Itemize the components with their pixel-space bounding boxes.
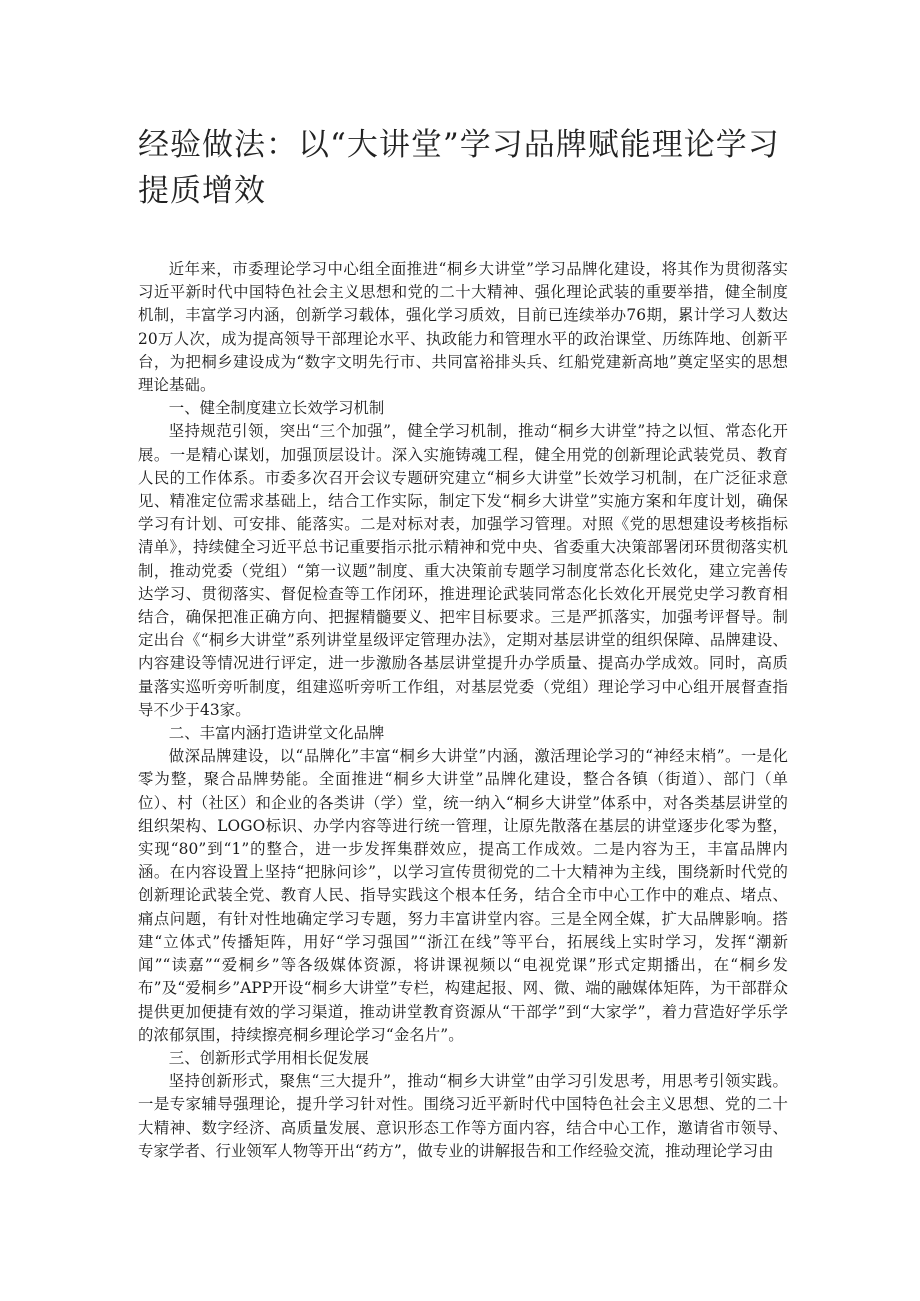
- section-paragraph-1: 坚持规范引领，突出“三个加强”，健全学习机制，推动“桐乡大讲堂”持之以恒、常态化开展。一是精心谋划，加强顶层设计。深入实施铸魂工程，健全用党的创新理论武装党员、教育人民的工作体系。市委多次召开会议专题研究建立“桐乡大讲堂”长效学习机制，在广泛征求意见、精准定位需求基础上，结合工作实际，制定下发“桐乡大讲堂”实施方案和年度计划，确保学习有计划、可安排、能落实。二是对标对表，加强学习管理。对照《党的思想建设考核指标清单》，持续健全习近平总书记重要指示批示精神和党中央、省委重大决策部署闭环贯彻落实机制，推动党委（党组）“第一议题”制度、重大决策前专题学习制度常态化长效化，建立完善传达学习、贯彻落实、督促检查等工作闭环，推进理论武装同常态化长效化开展党史学习教育相结合，确保把准正确方向、把握精髓要义、把牢目标要求。三是严抓落实，加强考评督导。制定出台《“桐乡大讲堂”系列讲堂星级评定管理办法》，定期对基层讲堂的组织保障、品牌建设、内容建设等情况进行评定，进一步激励各基层讲堂提升办学质量、提高办学成效。同时，高质量落实巡听旁听制度，组建巡听旁听工作组，对基层党委（党组）理论学习中心组开展督查指导不少于43家。: [138, 422, 788, 719]
- section-paragraph-2: 做深品牌建设，以“品牌化”丰富“桐乡大讲堂”内涵，激活理论学习的“神经末梢”。一是化零为整，聚合品牌势能。全面推进“桐乡大讲堂”品牌化建设，整合各镇（街道）、部门（单位）、村（社区）和企业的各类讲（学）堂，统一纳入“桐乡大讲堂”体系中，对各类基层讲堂的组织架构、LOGO标识、办学内容等进行统一管理，让原先散落在基层的讲堂逐步化零为整，实现“80”到“1”的整合，进一步发挥集群效应，提高工作成效。二是内容为王，丰富品牌内涵。在内容设置上坚持“把脉问诊”，以学习宣传贯彻党的二十大精神为主线，围绕新时代党的创新理论武装全党、教育人民、指导实践这个根本任务，结合全市中心工作中的难点、堵点、痛点问题，有针对性地确定学习专题，努力丰富讲堂内容。三是全网全媒，扩大品牌影响。搭建“立体式”传播矩阵，用好“学习强国”“浙江在线”等平台，拓展线上实时学习，发挥“潮新闻”“读嘉”“爱桐乡”等各级媒体资源，将讲课视频以“电视党课”形式定期播出，在“桐乡发布”及“爱桐乡”APP开设“桐乡大讲堂”专栏，构建起报、网、微、端的融媒体矩阵，为干部群众提供更加便捷有效的学习渠道，推动讲堂教育资源从“干部学”到“大家学”，着力营造好学乐学的浓郁氛围，持续擦亮桐乡理论学习“金名片”。: [138, 747, 788, 1044]
- section-heading-3: 三、创新形式学用相长促发展: [168, 1048, 369, 1067]
- section-heading-2: 二、丰富内涵打造讲堂文化品牌: [168, 724, 385, 743]
- section-heading-1: 一、健全制度建立长效学习机制: [168, 399, 385, 418]
- intro-paragraph: 近年来，市委理论学习中心组全面推进“桐乡大讲堂”学习品牌化建设，将其作为贯彻落实习近平新时代中国特色社会主义思想和党的二十大精神、强化理论武装的重要举措，健全制度机制，丰富学习内涵，创新学习载体，强化学习质效，目前已连续举办76期，累计学习人数达20万人次，成为提高领导干部理论水平、执政能力和管理水平的政治课堂、历练阵地、创新平台，为把桐乡建设成为“数字文明先行市、共同富裕排头兵、红船党建新高地”奠定坚实的思想理论基础。: [138, 260, 788, 395]
- document-body: [138, 258, 788, 1163]
- document-title: 经验做法：以“大讲堂”学习品牌赋能理论学习提质增效: [138, 127, 780, 209]
- document-page: [138, 122, 788, 1163]
- section-paragraph-3: 坚持创新形式，聚焦“三大提升”，推动“桐乡大讲堂”由学习引发思考，用思考引领实践。一是专家辅导强理论，提升学习针对性。围绕习近平新时代中国特色社会主义思想、党的二十大精神、数字经济、高质量发展、意识形态工作等方面内容，结合中心工作，邀请省市领导、专家学者、行业领军人物等开出“药方”，做专业的讲解报告和工作经验交流，推动理论学习由: [138, 1072, 788, 1160]
